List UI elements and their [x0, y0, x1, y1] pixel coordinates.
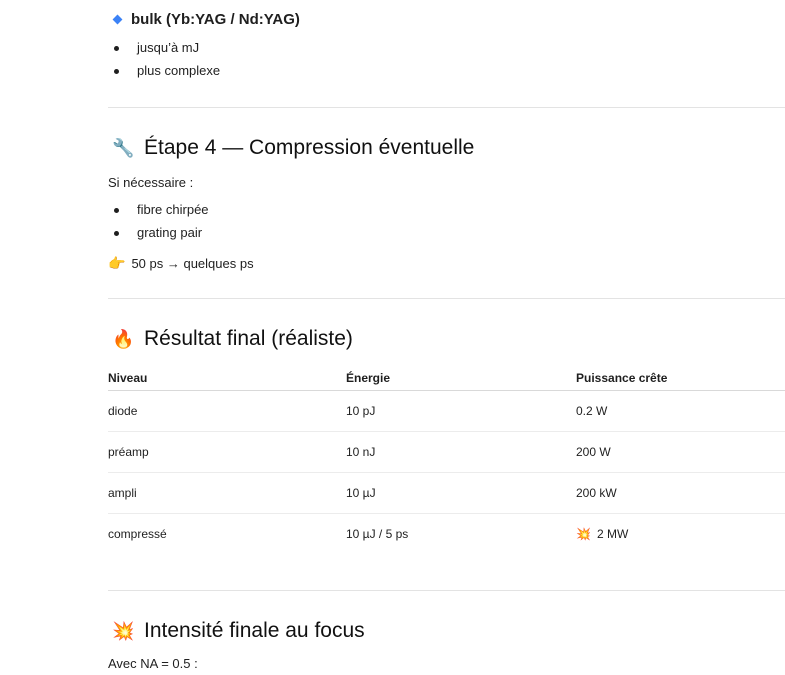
results-table	[108, 365, 785, 554]
table-row	[108, 473, 785, 514]
result-heading	[112, 327, 353, 351]
step4-intro: Si nécessaire :	[108, 175, 194, 190]
collision-icon: 💥	[112, 620, 135, 641]
table-header-row	[108, 365, 785, 391]
step4-note-text: 50 ps → quelques ps	[131, 256, 254, 271]
fire-icon: 🔥	[112, 328, 135, 349]
table-row	[108, 514, 785, 555]
table-row	[108, 432, 785, 473]
table-cell: 200 W	[576, 432, 785, 473]
blue-diamond-icon	[113, 15, 123, 25]
list-item: grating pair	[108, 221, 209, 244]
bulk-bullet-list	[108, 36, 220, 82]
list-item: fibre chirpée	[108, 198, 209, 221]
column-header-niveau: Niveau	[108, 365, 346, 391]
peak-power-value	[576, 527, 785, 541]
section-divider	[108, 590, 785, 591]
column-header-puissance: Puissance crête	[576, 365, 785, 391]
table-cell: 200 kW	[576, 473, 785, 514]
table-cell: compressé	[108, 527, 167, 541]
table-cell: préamp	[108, 432, 346, 473]
list-item: jusqu’à mJ	[108, 36, 220, 59]
intensity-heading-text: Intensité finale au focus	[144, 619, 365, 642]
collision-icon: 💥	[576, 527, 591, 541]
column-header-energie: Énergie	[346, 365, 576, 391]
result-heading-text: Résultat final (réaliste)	[144, 327, 353, 350]
step4-bullet-list	[108, 198, 209, 244]
step4-heading	[112, 136, 474, 160]
peak-power-text: 2 MW	[596, 527, 629, 541]
intensity-heading	[112, 619, 365, 643]
table-cell: 10 µJ / 5 ps	[346, 527, 409, 541]
table-cell: diode	[108, 391, 346, 432]
step4-note	[108, 255, 254, 272]
table-cell	[576, 514, 785, 555]
section-divider	[108, 107, 785, 108]
bulk-heading-text: bulk (Yb:YAG / Nd:YAG)	[131, 11, 300, 28]
table-row	[108, 391, 785, 432]
step4-heading-text: Étape 4 — Compression éventuelle	[144, 136, 475, 159]
table-cell: 10 µJ	[346, 473, 576, 514]
table-cell: ampli	[108, 473, 346, 514]
list-item: plus complexe	[108, 59, 220, 82]
table-cell: 10 nJ	[346, 432, 576, 473]
section-divider	[108, 298, 785, 299]
bulk-heading	[114, 11, 300, 28]
intensity-intro: Avec NA = 0.5 :	[108, 656, 198, 671]
pointing-hand-icon: 👉	[108, 255, 126, 271]
table-cell: 10 pJ	[346, 391, 576, 432]
wrench-icon: 🔧	[112, 137, 135, 158]
table-cell: 0.2 W	[576, 391, 785, 432]
